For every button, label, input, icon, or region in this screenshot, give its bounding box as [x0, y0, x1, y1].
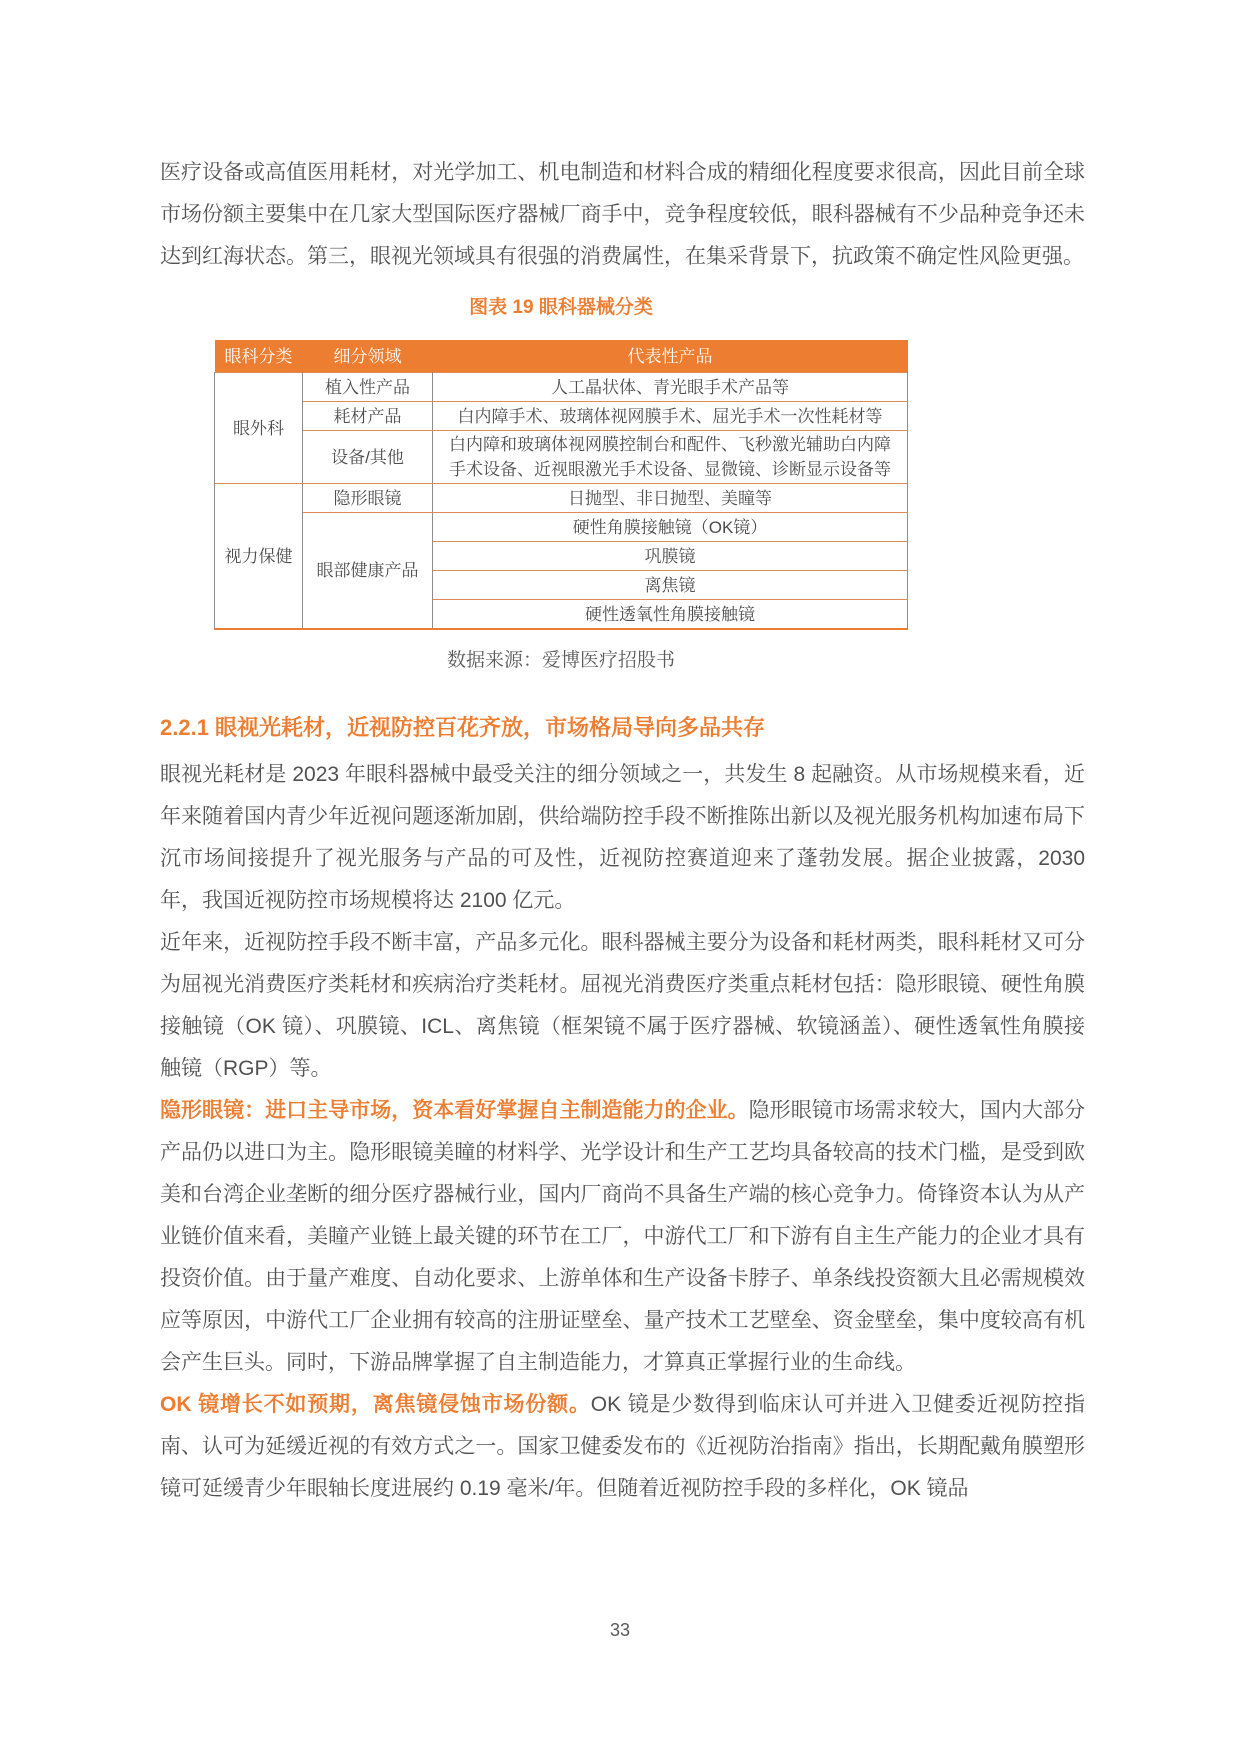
section-text-block	[160, 754, 1085, 1510]
paragraph-text: 近年来，近视防控手段不断丰富，产品多元化。眼科器械主要分为设备和耗材两类，眼科耗材又可分为屈视光消费医疗类耗材和疾病治疗类耗材。屈视光消费医疗类重点耗材包括：隐形眼镜、硬性角膜接触镜（OK 镜）、巩膜镜、ICL、离焦镜（框架镜不属于医疗器械、软镜涵盖）、硬性透氧性角膜接触镜（RGP）等。	[160, 931, 1085, 1080]
body-paragraph	[160, 754, 1085, 922]
table-cell-products: 巩膜镜	[433, 542, 908, 571]
classification-table	[214, 340, 908, 630]
table-cell-products: 白内障和玻璃体视网膜控制台和配件、飞秒激光辅助白内障手术设备、近视眼激光手术设备、显微镜、诊断显示设备等	[433, 431, 908, 484]
table-cell-products: 硬性角膜接触镜（OK镜）	[433, 513, 908, 542]
table-cell-group: 视力保健	[215, 484, 303, 630]
table-header-cell-products: 代表性产品	[433, 340, 908, 373]
table-cell-segment: 植入性产品	[303, 373, 433, 402]
table-row	[215, 373, 908, 402]
table-header-row	[215, 340, 908, 373]
table-row	[215, 484, 908, 513]
table-row	[215, 402, 908, 431]
page-number: 33	[609, 1620, 631, 1640]
table-cell-segment: 隐形眼镜	[303, 484, 433, 513]
table-cell-products: 离焦镜	[433, 571, 908, 600]
data-source-caption: 数据来源：爱博医疗招股书	[446, 650, 675, 671]
figure-caption: 图表 19 眼科器械分类	[469, 297, 653, 318]
table-cell-group: 眼外科	[215, 373, 303, 484]
figure-block	[214, 294, 908, 676]
table-row	[215, 513, 908, 542]
table-cell-segment: 耗材产品	[303, 402, 433, 431]
paragraph-text: 眼视光耗材是 2023 年眼科器械中最受关注的细分领域之一，共发生 8 起融资。从市场规模来看，近年来随着国内青少年近视问题逐渐加剧，供给端防控手段不断推陈出新以及视光服务机构加速布局下沉市场间接提升了视光服务与产品的可及性，近视防控赛道迎来了蓬勃发展。据企业披露，2030 年，我国近视防控市场规模将达 2100 亿元。	[160, 763, 1085, 912]
paragraph-lead: OK 镜增长不如预期，离焦镜侵蚀市场份额。	[160, 1393, 591, 1416]
paragraph-text: OK 镜是少数得到临床认可并进入卫健委近视防控指南、认可为延缓近视的有效方式之一。国家卫健委发布的《近视防治指南》指出，长期配戴角膜塑形镜可延缓青少年眼轴长度进展约 0.19 毫米/年。但随着近视防控手段的多样化，OK 镜品	[160, 1393, 1085, 1500]
body-paragraph	[160, 922, 1085, 1090]
table-header-cell-category: 眼科分类	[215, 340, 303, 373]
table-cell-products: 硬性透氧性角膜接触镜	[433, 600, 908, 630]
table-header-cell-segment: 细分领域	[303, 340, 433, 373]
paragraph-lead: 隐形眼镜：进口主导市场，资本看好掌握自主制造能力的企业。	[160, 1099, 749, 1122]
table-cell-segment: 眼部健康产品	[303, 513, 433, 630]
body-paragraph	[160, 1090, 1085, 1384]
table-cell-products: 白内障手术、玻璃体视网膜手术、屈光手术一次性耗材等	[433, 402, 908, 431]
section-heading: 2.2.1 眼视光耗材，近视防控百花齐放，市场格局导向多品共存	[160, 715, 766, 740]
table-cell-products: 日抛型、非日抛型、美瞳等	[433, 484, 908, 513]
paragraph-text: 隐形眼镜市场需求较大，国内大部分产品仍以进口为主。隐形眼镜美瞳的材料学、光学设计和生产工艺均具备较高的技术门槛，是受到欧美和台湾企业垄断的细分医疗器械行业，国内厂商尚不具备生产端的核心竞争力。倚锋资本认为从产业链价值来看，美瞳产业链上最关键的环节在工厂，中游代工厂和下游有自主生产能力的企业才具有投资价值。由于量产难度、自动化要求、上游单体和生产设备卡脖子、单条线投资额大且必需规模效应等原因，中游代工厂企业拥有较高的注册证壁垒、量产技术工艺壁垒、资金壁垒，集中度较高有机会产生巨头。同时，下游品牌掌握了自主制造能力，才算真正掌握行业的生命线。	[160, 1099, 1086, 1374]
intro-paragraph-text: 医疗设备或高值医用耗材，对光学加工、机电制造和材料合成的精细化程度要求很高，因此目前全球市场份额主要集中在几家大型国际医疗器械厂商手中，竞争程度较低，眼科器械有不少品种竞争还未达到红海状态。第三，眼视光领域具有很强的消费属性，在集采背景下，抗政策不确定性风险更强。	[160, 161, 1085, 268]
body-paragraph	[160, 1384, 1085, 1510]
table-cell-products: 人工晶状体、青光眼手术产品等	[433, 373, 908, 402]
intro-text-block	[160, 152, 1085, 278]
table-cell-segment: 设备/其他	[303, 431, 433, 484]
intro-paragraph	[160, 152, 1085, 278]
table-row	[215, 431, 908, 484]
